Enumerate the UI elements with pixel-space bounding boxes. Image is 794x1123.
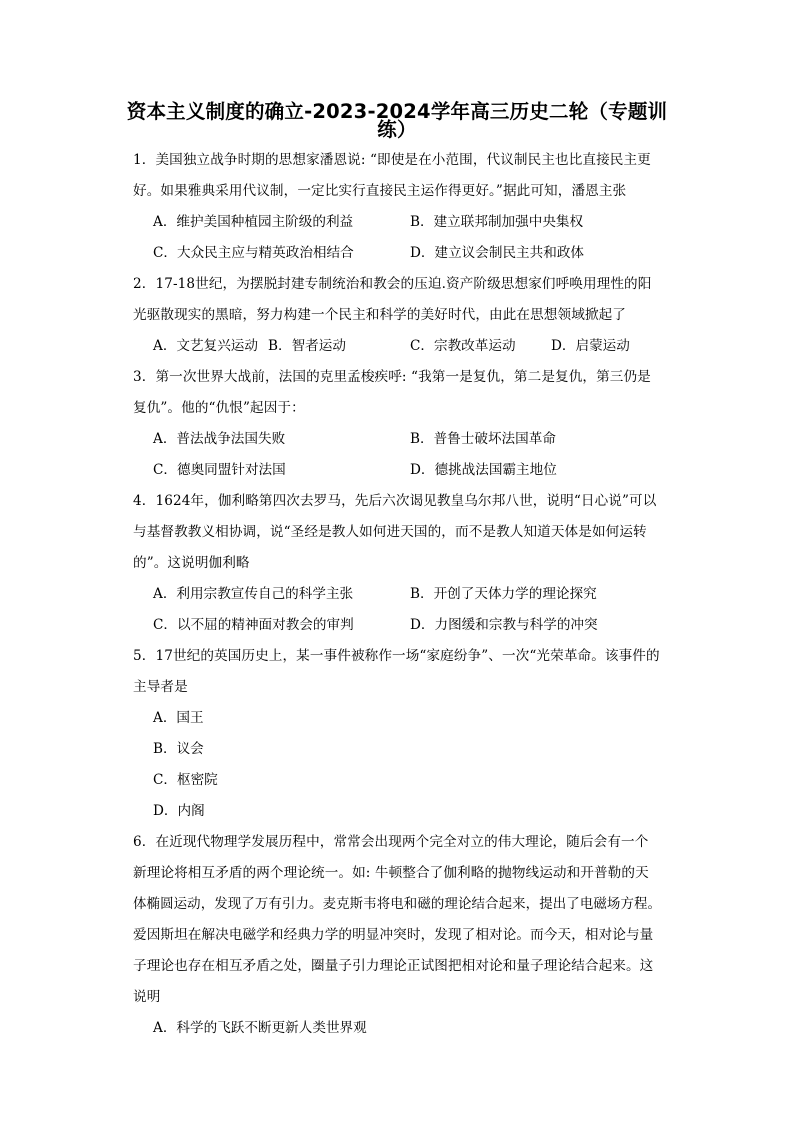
question-3-line-2: 复仇”。他的“仇恨”起因于： bbox=[133, 400, 305, 416]
question-5-line-2: 主导者是 bbox=[133, 679, 188, 695]
question-2-option-d: D．启蒙运动 bbox=[551, 338, 630, 354]
question-4-option-c: C．以不屈的精神面对教会的审判 bbox=[153, 617, 354, 633]
question-1-option-b: B．建立联邦制加强中央集权 bbox=[410, 214, 584, 230]
question-3-option-c: C．德奥同盟针对法国 bbox=[153, 462, 286, 478]
question-4-option-b: B．开创了天体力学的理论探究 bbox=[410, 586, 597, 602]
question-2-line-2: 光驱散现实的黑暗，努力构建一个民主和科学的美好时代，由此在思想领域掀起了 bbox=[133, 307, 626, 323]
question-1-option-d: D．建立议会制民主共和政体 bbox=[410, 245, 585, 261]
question-6-line-2: 新理论将相互矛盾的两个理论统一。如: 牛顿整合了伽利略的抛物线运动和开普勒的天 bbox=[133, 865, 649, 881]
document-title-line-1: 资本主义制度的确立-2023-2024学年高三历史二轮（专题训 bbox=[126, 100, 668, 123]
question-1-line-1: 1．美国独立战争时期的思想家潘恩说: “即使是在小范围，代议制民主也比直接民主更 bbox=[133, 152, 651, 168]
question-5-option-c: C．枢密院 bbox=[153, 772, 218, 788]
question-3-option-a: A．普法战争法国失败 bbox=[153, 431, 286, 447]
question-6-line-1: 6．在近现代物理学发展历程中，常常会出现两个完全对立的伟大理论，随后会有一个 bbox=[133, 834, 649, 850]
question-5-option-a: A．国王 bbox=[153, 710, 204, 726]
question-6-line-5: 子理论也存在相互矛盾之处，圈量子引力理论正试图把相对论和量子理论结合起来。这 bbox=[133, 958, 654, 974]
question-4-line-1: 4．1624年，伽利略第四次去罗马，先后六次谒见教皇乌尔邦八世，说明“日心说”可以 bbox=[133, 493, 657, 509]
question-2-option-a: A．文艺复兴运动 bbox=[153, 338, 258, 354]
question-6-line-6: 说明 bbox=[133, 989, 161, 1005]
question-4-line-2: 与基督教教义相协调，说“圣经是教人如何进天国的，而不是教人知道天体是如何运转 bbox=[133, 524, 647, 540]
question-2-option-b: B．智者运动 bbox=[268, 338, 346, 354]
question-6-option-a: A．科学的飞跃不断更新人类世界观 bbox=[153, 1020, 367, 1036]
question-3-option-d: D．德挑战法国霸主地位 bbox=[410, 462, 557, 478]
question-4-line-3: 的”。这说明伽利略 bbox=[133, 555, 250, 571]
question-6-line-3: 体椭圆运动，发现了万有引力。麦克斯韦将电和磁的理论结合起来，提出了电磁场方程。 bbox=[133, 896, 662, 912]
question-1-line-2: 好。如果雅典采用代议制，一定比实行直接民主运作得更好。”据此可知，潘恩主张 bbox=[133, 183, 627, 199]
question-4-option-a: A．利用宗教宣传自己的科学主张 bbox=[153, 586, 354, 602]
question-5-option-b: B．议会 bbox=[153, 741, 204, 757]
question-1-option-a: A．维护美国种植园主阶级的利益 bbox=[153, 214, 354, 230]
question-2-option-c: C．宗教改革运动 bbox=[410, 338, 516, 354]
question-4-option-d: D．力图缓和宗教与科学的冲突 bbox=[410, 617, 598, 633]
question-2-line-1: 2．17-18世纪，为摆脱封建专制统治和教会的压迫.资产阶级思想家们呼唤用理性的阳 bbox=[133, 276, 652, 292]
question-5-line-1: 5．17世纪的英国历史上，某一事件被称作一场“家庭纷争”、一次“光荣革命。该事件的 bbox=[133, 648, 660, 664]
question-6-line-4: 爱因斯坦在解决电磁学和经典力学的明显冲突时，发现了相对论。而今天，相对论与量 bbox=[133, 927, 654, 943]
question-1-option-c: C．大众民主应与精英政治相结合 bbox=[153, 245, 354, 261]
question-3-option-b: B．普鲁士破坏法国革命 bbox=[410, 431, 556, 447]
document-title-line-2: 练） bbox=[377, 118, 417, 141]
question-3-line-1: 3．第一次世界大战前，法国的克里孟梭疾呼: “我第一是复仇，第二是复仇，第三仍是 bbox=[133, 369, 651, 385]
question-5-option-d: D．内阁 bbox=[153, 803, 205, 819]
